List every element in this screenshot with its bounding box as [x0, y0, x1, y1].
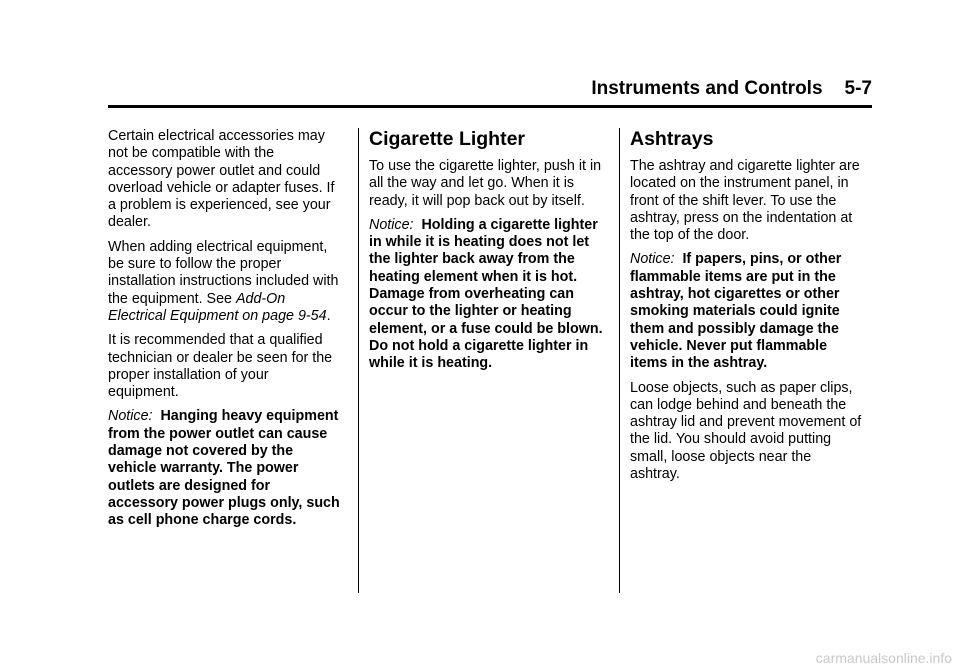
- column-divider-2: [619, 128, 620, 593]
- column-power-outlet: [108, 128, 342, 537]
- notice-label: Notice:: [369, 216, 414, 233]
- header-title: [591, 78, 872, 100]
- section-title: Instruments and Controls: [591, 78, 823, 99]
- paragraph-adding-equipment-end: .: [326, 307, 331, 324]
- heading-cigarette-lighter: Cigarette Lighter: [369, 128, 526, 150]
- page-number: 5-7: [844, 78, 872, 99]
- paragraph-adding-equipment: [108, 239, 342, 325]
- cross-reference-link[interactable]: Add-On Electrical Equipment on page 9-54: [108, 290, 327, 324]
- notice-label: Notice:: [630, 251, 675, 268]
- heading-ashtrays: Ashtrays: [630, 128, 714, 150]
- paragraph-adding-equipment-text: When adding electrical equipment, be sure to follow the proper installation instructions included with the equipment. See: [108, 238, 339, 307]
- notice-text: Holding a cigarette lighter in while it is heating does not let the lighter back away from the heating element when it is hot. Damage from overheating can occur to the lighter or heating element, or a fuse could be blown. Do not hold a cigarette lighter in while it is heating.: [369, 216, 603, 372]
- column-cigarette-lighter: [369, 128, 603, 380]
- notice-text: If papers, pins, or other flammable items are put in the ashtray, hot cigarettes or other smoking materials could ignite them and possibly damage the vehicle. Never put flammable items in the ashtray.: [630, 251, 842, 372]
- paragraph-loose-objects: Loose objects, such as paper clips, can lodge behind and beneath the ashtray lid and prevent movement of the lid. You should avoid putting small, loose objects near the ashtray.: [630, 379, 862, 483]
- paragraph-ashtray-location: The ashtray and cigarette lighter are located on the instrument panel, in front of the shift lever. To use the ashtray, press on the indentation at the top of the door.: [630, 158, 860, 244]
- notice-label: Notice:: [108, 408, 153, 425]
- notice-ashtray: [630, 251, 864, 372]
- paragraph-technician: It is recommended that a qualified technician or dealer be seen for the proper installation of your equipment.: [108, 332, 333, 401]
- watermark: carmanualsonline.info: [815, 650, 952, 666]
- page-header: [108, 78, 872, 108]
- notice-power-outlet: [108, 408, 342, 529]
- column-divider-1: [358, 128, 359, 593]
- notice-lighter: [369, 217, 603, 373]
- header-rule: [108, 105, 872, 108]
- notice-text: Hanging heavy equipment from the power outlet can cause damage not covered by the vehicle warranty. The power outlets are designed for accessory power plugs only, such as cell phone charge cords.: [108, 408, 340, 529]
- paragraph-lighter-use: To use the cigarette lighter, push it in all the way and let go. When it is ready, it will pop back out by itself.: [369, 158, 602, 209]
- column-ashtrays: [630, 128, 864, 490]
- paragraph-compatibility: Certain electrical accessories may not be compatible with the accessory power outlet and could overload vehicle or adapter fuses. If a problem is experienced, see your dealer.: [108, 128, 335, 231]
